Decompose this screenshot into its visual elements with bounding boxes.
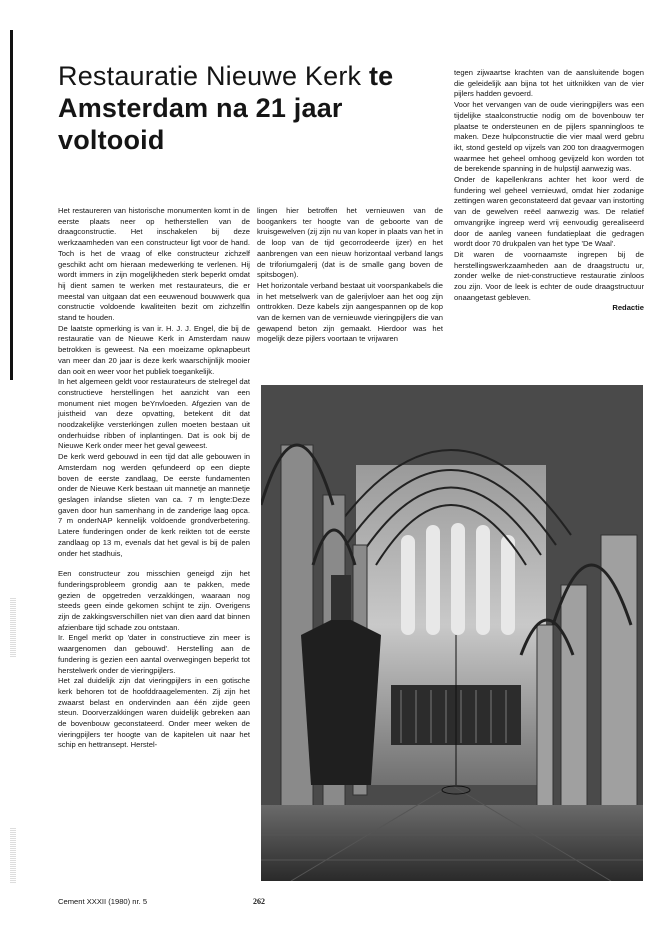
journal-reference: Cement XXXII (1980) nr. 5 [58,897,148,906]
text-column-2 [257,206,443,366]
article-title [58,60,438,156]
paragraph: Een constructeur zou misschien geneigd zijn het funderingsprobleem grondig aan te pakken, mede gezien de opgetreden verzakkingen, waaraan nog steeds geen einde gekomen schijnt te zijn. Overigens zijn de zakkingsverschillen niet van dien aard dat binnen afzienbare tijd schade zou ontstaan. [58,569,250,632]
scan-artifact [10,828,16,884]
paragraph: lingen hier betroffen het vernieuwen van de boogankers ter hoogte van de geboorte van de kruisgewelven (zij zijn nu van koper in plaats van het in de loop van de tijd gecorrodeerde ijzer) en het aanbrengen van een nieuw horizontaal verband langs de triforiumgalerij (dat is de smalle gang boven de spitsbogen). [257,206,443,280]
page-number: 262 [253,897,265,906]
paragraph: De laatste opmerking is van ir. H. J. J. Engel, die bij de restauratie van de Nieuwe Kerk in Amsterdam nauw betrokken is geweest. Na een moeizame opknapbeurt van meer dan 20 jaar is deze kerk waarschijnlijk mooier dan ooit en weer voor het publiek toegankelijk. [58,323,250,376]
paragraph: Onder de kapellenkrans achter het koor werd de fundering wel geheel vernieuwd, omdat hier zodanige zettingen waren geconstateerd dat gevaar van instorting van de gewelven reëel aanwezig was. De relatief omvangrijke ingreep werd vrij eenvoudig gerealiseerd door de aanleg vaneen fundatieplaat die gedragen wordt door 70 drukpalen van het type 'De Waal'. [454,175,644,249]
paragraph: Dit waren de voornaamste ingrepen bij de herstellingswerkzaamheden aan de draagstructu ur, zonder welke de niet-constructieve restauratie zinloos zou zijn. Voor de leek is echter de oude draagstructuur onaangetast gebleven. [454,249,644,302]
text-column-1 [58,206,250,916]
paragraph: Ir. Engel merkt op 'dater in constructieve zin meer is waargenomen dan gebouwd'. Herstelling aan de fundering is gezien een aantal overwegingen beperkt tot herstelwerk onder de vieringpijlers. [58,633,250,675]
paragraph: Het restaureren van historische monumenten komt in de eerste plaats neer op hetherstellen van de draagconstructie. Het inschakelen bij deze werkzaamheden van een constructeur ligt voor de hand. Toch is het de vraag of elke constructeur zichzelf geschikt acht om hieraan medewerking te verlenen. Hij wordt immers in zijn mogelijkheden sterk beperkt omdat hij dient samen te werken met restaurateurs, die er meestal van uitgaan dat een eeuwenoud bouwwerk qua constructie voldoende kwaliteiten bezit om zichzelfin stand te houden. [58,206,250,323]
text-column-3 [454,68,644,368]
title-line2: Amsterdam na 21 jaar voltooid [58,93,343,155]
paragraph: In het algemeen geldt voor restaurateurs de stelregel dat constructieve herstellingen het aanzicht van een monument niet mogen beYnvloeden. Afgezien van de juistheid van deze opvatting, betekent dit dat noodzakelijke versterkingen zullen moeten bestaan uit onderhuidse ribben of inplantingen. Dat is ook bij de Nieuwe Kerk onder meer het geval geweest. [58,377,250,451]
paragraph: tegen zijwaartse krachten van de aansluitende bogen die geleidelijk aan bijna tot het uitknikken van de vier pijlers hadden gevoerd. [454,68,644,99]
author-signature: Redactie [612,303,644,313]
left-margin-rule [10,30,13,380]
scan-artifact [10,598,16,658]
paragraph: De kerk werd gebouwd in een tijd dat alle gebouwen in Amsterdam nog werden qefundeerd op een diepte boven de eerste zandlaag, De eerste fundamenten onder de Nieuwe Kerk bestaan uit mannetje an mannetje geslagen inlandse slieten van ca. 7 m lengte:Deze gaven door hun samenhang in de zanderige laag opca. 7 m onderNAP kennelijk voldoende grondverbetering. Latere funderingen onder de kerk reikten tot de eerste zandlaag op 13 m, evenals dat het geval is bij de palen onder het stadhuis, [58,452,250,558]
paragraph: Het horizontale verband bestaat uit voorspankabels die in het metselwerk van de galerijvloer aan het oog zijn onttrokken. Deze kabels zijn aangespannen op de kop van de kernen van de vernieuwde vieringpijlers die van gewapend beton zijn gemaakt. Hierdoor was het mogelijk deze pijlers voortaan te vrijwaren [257,280,443,344]
title-line1: Restauratie Nieuwe Kerk [58,61,362,91]
church-interior-photo [261,385,643,881]
paragraph: Het zal duidelijk zijn dat vieringpijlers in een gotische kerk behoren tot de hoofddraagelementen. Zij zijn het zwaarst belast en ondervinden aan één zijde geen steun. Doorverzakkingen waren duidelijk gebreken aan de bovenbouw geconstateerd. Onder meer weken de vieringpijlers ter hoogte van de kapitelen uit naar het schip en hettransept. Herstel- [58,676,250,750]
paragraph: Voor het vervangen van de oude vieringpijlers was een tijdelijke staalconstructie nodig om de bovenbouw ter plaatse te ondersteunen en de pijlers spanningloos te maken. Deze hulpconstructie die vier maal werd gebru ikt, stond gesteld op vijzels van 200 ton draagvermogen waarmee het geheel omhoog gevijzeld kon worden tot de berekende spanning in de hulpstijl aanwezig was. [454,100,644,174]
title-line1-bold: te [368,61,394,91]
